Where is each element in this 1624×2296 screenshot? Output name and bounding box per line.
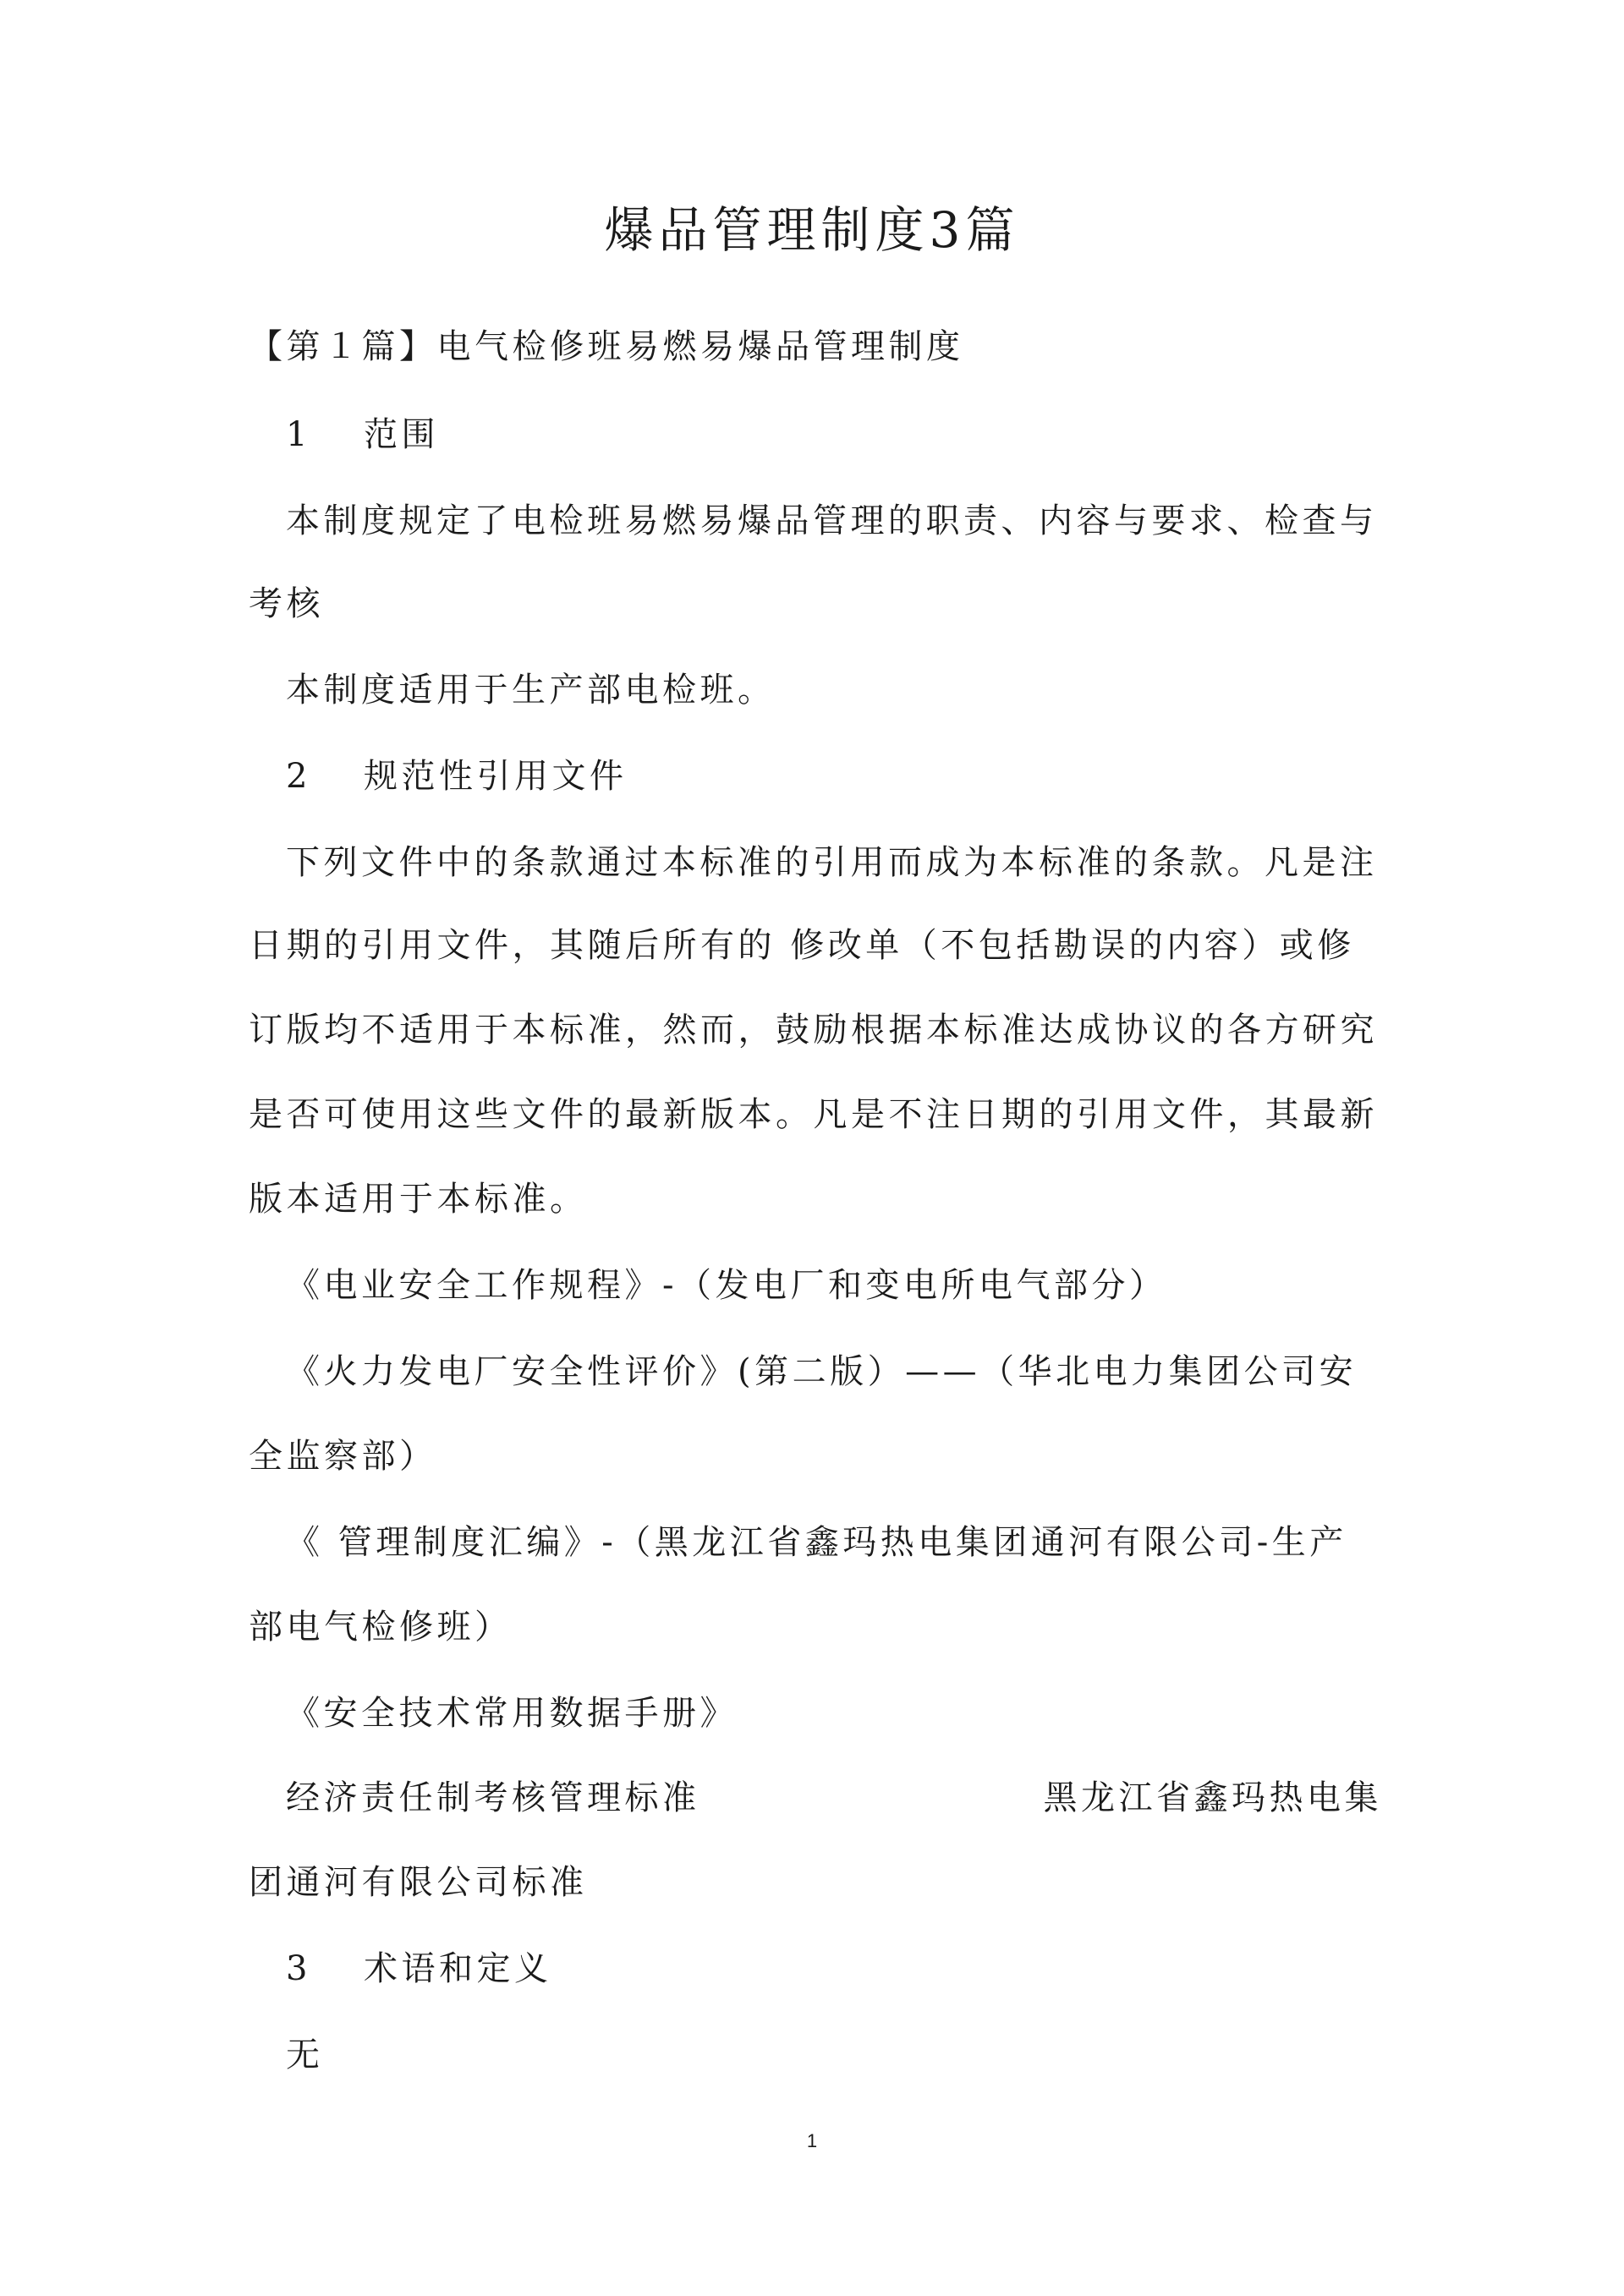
section-2-heading [286,753,1419,800]
reference-title: 经济责任制考核管理标准 [286,1778,700,1817]
reference-item: 《电业安全工作规程》-（发电厂和变电所电气部分） [286,1266,1167,1305]
reference-item-continuation: 部电气检修班） [249,1608,513,1647]
reference-item: 《火力发电厂安全性评价》(第二版）——（华北电力集团公司安 [286,1352,1358,1391]
paragraph-line: 无 [286,2036,324,2074]
section-label: 规范性引用文件 [364,757,628,796]
section-number: 3 [286,1949,311,1988]
section-1-heading [286,411,1419,458]
paragraph-line: 下列文件中的条款通过本标准的引用而成为本标准的条款。凡是注 [286,843,1378,882]
paragraph-line: 版本适用于本标准。 [249,1180,588,1219]
section-number: 2 [286,757,311,796]
section-heading: 【第１篇】电气检修班易燃易爆品管理制度 [249,327,964,366]
section-label: 术语和定义 [364,1949,552,1988]
page-number: 1 [806,2130,818,2151]
paragraph-line: 本制度规定了电检班易燃易爆品管理的职责、内容与要求、检查与 [286,501,1378,540]
reference-item: 《 管理制度汇编》-（黑龙江省鑫玛热电集团通河有限公司-生产 [286,1523,1347,1562]
section-3-heading [286,1945,1419,1992]
paragraph-line: 本制度适用于生产部电检班。 [286,671,776,710]
paragraph-line: 日期的引用文件，其随后所有的 修改单（不包括勘误的内容）或修 [249,926,1355,965]
section-number: 1 [286,415,311,454]
reference-item-continuation: 全监察部） [249,1437,437,1476]
paragraph-line: 是否可使用这些文件的最新版本。凡是不注日期的引用文件，其最新 [249,1095,1378,1134]
paragraph-line: 考核 [249,584,324,623]
reference-item: 《安全技术常用数据手册》 [286,1694,738,1733]
section-label: 范围 [364,415,439,454]
reference-issuer: 黑龙江省鑫玛热电集 [1043,1778,1382,1817]
paragraph-line: 订版均不适用于本标准，然而，鼓励根据本标准达成协议的各方研究 [249,1011,1378,1049]
reference-item-continuation: 团通河有限公司标准 [249,1863,588,1902]
reference-item [286,1774,1382,1822]
document-title: 爆品管理制度3篇 [604,201,1020,259]
